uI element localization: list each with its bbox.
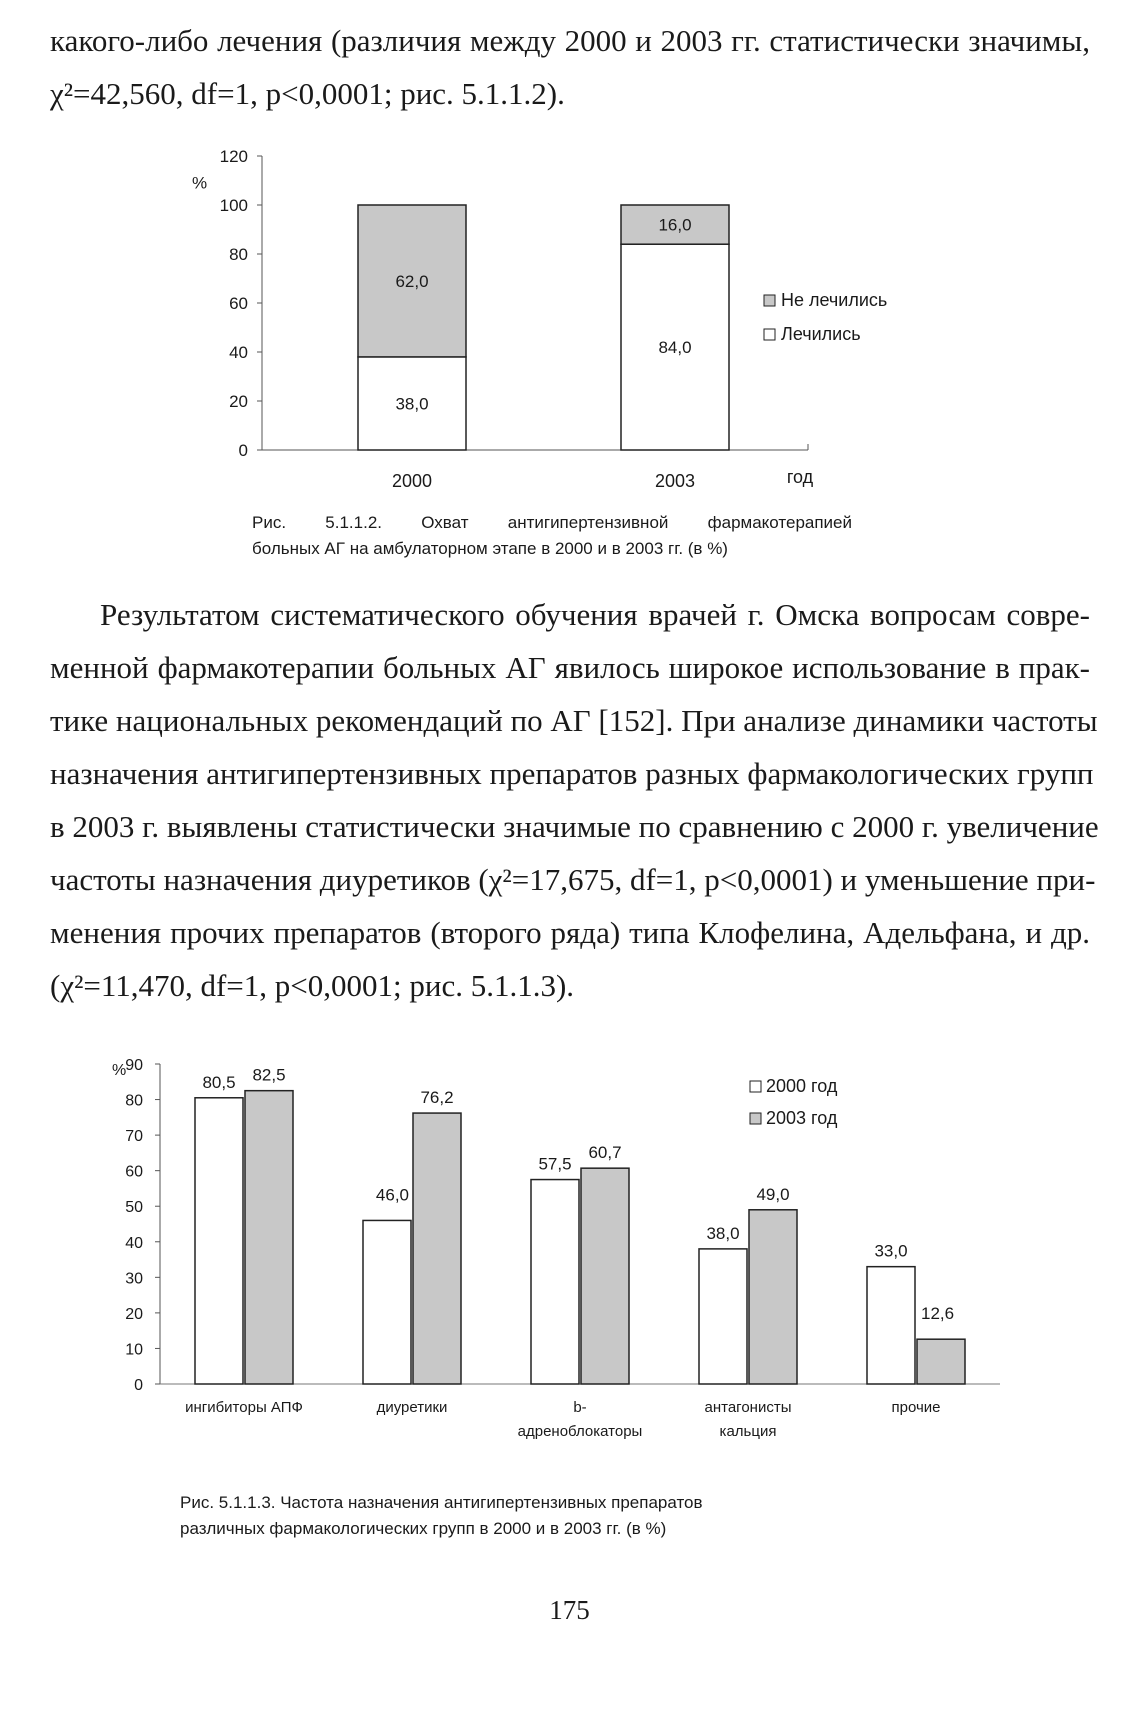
data-label: 76,2 <box>420 1088 454 1108</box>
data-label: 82,5 <box>252 1065 286 1085</box>
y-tick-label: 60 <box>125 1163 143 1181</box>
bar <box>749 1210 797 1384</box>
text-line: назначения антигипертензивных препаратов разных фармакологических групп <box>50 756 1094 791</box>
bar <box>699 1249 747 1384</box>
data-label: 62,0 <box>395 271 429 291</box>
x-tick-label: адреноблокаторы <box>517 1423 643 1440</box>
text-line: в 2003 г. выявлены статистически значимые по сравнению с 2000 г. увеличение <box>50 809 1099 844</box>
x-tick-label: диуретики <box>376 1399 448 1416</box>
y-axis-unit: % <box>112 1062 127 1080</box>
legend-swatch <box>750 1113 761 1124</box>
data-label: 49,0 <box>756 1184 790 1204</box>
text-line: менения прочих препаратов (второго ряда) типа Клофелина, Адельфана, и др. <box>50 915 1090 950</box>
data-label: 38,0 <box>706 1223 740 1243</box>
y-axis-unit: % <box>192 173 208 193</box>
y-tick-label: 50 <box>125 1199 143 1217</box>
legend-label: 2003 год <box>766 1108 838 1128</box>
x-tick-label: 2000 <box>391 471 433 490</box>
y-tick-label: 0 <box>134 1377 143 1394</box>
x-tick-label: 2003 <box>654 471 696 490</box>
text-line: Результатом систематического обучения врачей г. Омска вопросам совре- <box>100 597 1090 632</box>
chart-drug-groups <box>0 1050 1139 1480</box>
y-tick-label: 0 <box>238 441 248 460</box>
figure-caption-2 <box>180 1490 880 1542</box>
page-number: 175 <box>549 1595 590 1625</box>
bar <box>245 1091 293 1384</box>
paragraph-main <box>50 588 1099 1012</box>
text-line: менной фармакотерапии больных АГ явилось широкое использование в прак- <box>50 650 1090 685</box>
figure-caption-1 <box>252 510 852 562</box>
y-tick-label: 80 <box>229 245 248 264</box>
data-label: 60,7 <box>588 1143 622 1163</box>
y-tick-label: 30 <box>125 1270 143 1288</box>
y-tick-label: 40 <box>125 1234 143 1252</box>
legend-swatch <box>750 1081 761 1092</box>
y-tick-label: 80 <box>125 1092 143 1110</box>
text-line: какого-либо лечения (различия между 2000 и 2003 гг. статистически значимы, <box>50 23 1090 58</box>
bar <box>867 1267 915 1384</box>
bar <box>195 1098 243 1384</box>
caption-line: различных фармакологических групп в 2000 и в 2003 гг. (в %) <box>180 1519 667 1538</box>
y-tick-label: 10 <box>125 1341 143 1359</box>
data-label: 84,0 <box>658 338 692 358</box>
text-line: тике национальных рекомендаций по АГ [152]. При анализе динамики частоты <box>50 703 1098 738</box>
y-tick-label: 120 <box>219 147 248 166</box>
bar <box>581 1168 629 1384</box>
y-tick-label: 40 <box>229 343 248 362</box>
y-tick-label: 100 <box>219 196 248 215</box>
data-label: 33,0 <box>874 1241 908 1261</box>
data-label: 12,6 <box>921 1304 955 1324</box>
y-tick-label: 20 <box>125 1305 143 1323</box>
paragraph-top <box>50 14 1090 120</box>
data-label: 46,0 <box>375 1185 409 1205</box>
text-line: (χ²=11,470, df=1, p<0,0001; рис. 5.1.1.3). <box>50 968 575 1003</box>
x-axis-title: год <box>786 467 814 487</box>
y-tick-label: 90 <box>125 1057 143 1074</box>
data-label: 57,5 <box>538 1154 572 1174</box>
x-tick-label: прочие <box>891 1399 941 1416</box>
bar <box>363 1220 411 1384</box>
data-label: 80,5 <box>202 1072 236 1092</box>
caption-line: Рис. 5.1.1.2. Охват антигипертензивной фармакотерапией <box>252 513 852 532</box>
legend-label: Не лечились <box>781 290 888 310</box>
y-tick-label: 70 <box>125 1128 143 1146</box>
bar <box>531 1180 579 1384</box>
legend-swatch <box>764 329 775 340</box>
data-label: 16,0 <box>658 215 692 235</box>
caption-line: больных АГ на амбулаторном этапе в 2000 и в 2003 гг. (в %) <box>252 539 728 558</box>
x-tick-label: антагонисты <box>704 1399 792 1416</box>
legend-label: 2000 год <box>766 1076 838 1096</box>
y-tick-label: 60 <box>229 294 248 313</box>
legend-swatch <box>764 295 775 306</box>
bar <box>413 1113 461 1384</box>
x-tick-label: b- <box>573 1399 587 1416</box>
legend-label: Лечились <box>781 324 861 344</box>
text-line: χ²=42,560, df=1, p<0,0001; рис. 5.1.1.2). <box>50 76 565 111</box>
x-tick-label: ингибиторы АПФ <box>185 1399 303 1416</box>
chart-treatment-coverage <box>0 130 1139 490</box>
text-line: частоты назначения диуретиков (χ²=17,675, df=1, p<0,0001) и уменьшение при- <box>50 862 1096 897</box>
caption-line: Рис. 5.1.1.3. Частота назначения антигипертензивных препаратов <box>180 1493 703 1512</box>
x-tick-label: кальция <box>719 1423 777 1440</box>
y-tick-label: 20 <box>229 392 248 411</box>
bar <box>917 1339 965 1384</box>
data-label: 38,0 <box>395 394 429 414</box>
